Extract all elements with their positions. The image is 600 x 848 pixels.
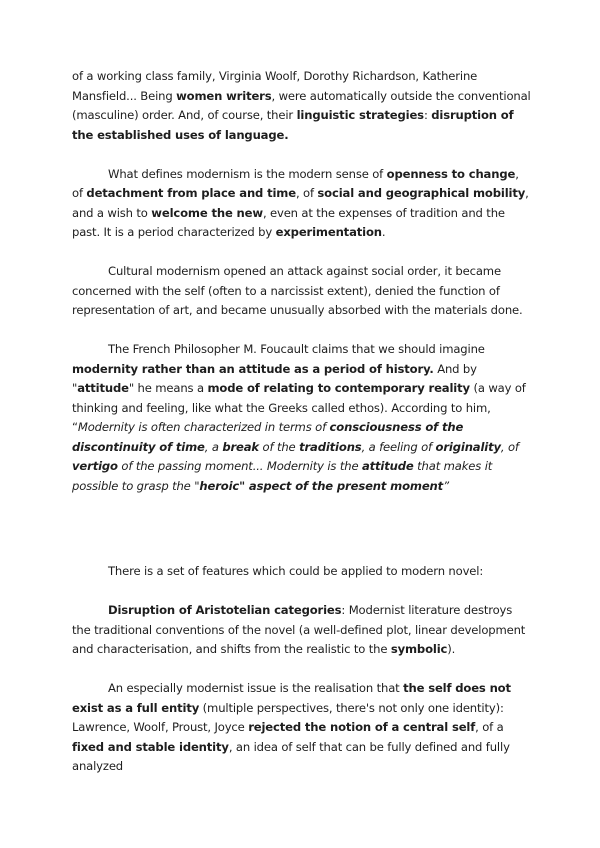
text-run: What defines modernism is the modern sense of — [108, 166, 387, 181]
text-run: , of — [72, 166, 519, 200]
italic-text-run: ” — [443, 478, 449, 493]
bold-text-run: heroic" aspect of the present moment — [199, 478, 444, 493]
bold-text-run: modernity rather than an attitude as a period of history. — [72, 361, 434, 376]
bold-text-run: Disruption of Aristotelian categories — [108, 603, 342, 617]
paragraph-gap — [72, 321, 532, 341]
text-run: , of — [295, 186, 318, 200]
paragraph-modernism-definition — [72, 165, 532, 243]
bold-text-run: attitude — [77, 381, 129, 395]
text-run: of a working class family, Virginia Woolf, Dorothy Richardson, Katherine Mansfield... Being — [72, 69, 478, 103]
text-run: And by " — [72, 361, 477, 395]
text-run: , an idea of self that can be fully defined and fully analyzed — [72, 739, 510, 773]
bold-text-run: break — [222, 439, 259, 454]
paragraph-cultural-modernism — [72, 262, 532, 321]
italic-text-run: , a — [204, 439, 223, 454]
italic-text-run: of the passing moment... Modernity is the — [117, 459, 362, 473]
bold-text-run: linguistic strategies — [296, 108, 424, 122]
text-run: (a way of thinking and feeling, like what the Greeks called ethos). According to him, “ — [72, 381, 526, 434]
text-run: , and a wish to — [72, 186, 529, 220]
bold-text-run: welcome the new — [151, 205, 263, 220]
bold-text-run: openness to change — [386, 166, 516, 181]
paragraph-gap — [72, 145, 532, 165]
bold-text-run: the self does not exist as a full entity — [72, 681, 511, 715]
paragraph-self-identity — [72, 679, 532, 777]
bold-text-run: consciousness of the discontinuity of time — [72, 420, 464, 454]
text-run: ). — [447, 642, 456, 656]
italic-text-run: , a feeling of — [361, 439, 436, 454]
italic-text-run: , of — [500, 439, 519, 454]
text-run: : Modernist literature destroys the traditional conventions of the novel (a well-defined plot, linear development and characterisation, and shifts from the realistic to the — [72, 603, 526, 656]
paragraph-foucault — [72, 340, 532, 496]
paragraph-features-intro — [72, 562, 532, 582]
paragraph-aristotelian-categories — [72, 601, 532, 660]
paragraph-women-writers — [72, 67, 532, 145]
bold-text-run: traditions — [299, 439, 362, 454]
bold-text-run: mode of relating to contemporary reality — [207, 381, 470, 395]
text-run: There is a set of features which could be applied to modern novel: — [108, 564, 484, 578]
bold-text-run: vertigo — [72, 459, 118, 473]
bold-text-run: detachment from place and time — [86, 186, 296, 200]
text-run: An especially modernist issue is the realisation that — [108, 681, 404, 695]
bold-text-run: experimentation — [275, 225, 382, 239]
text-run: , were automatically outside the conventional (masculine) order. And, of course, their — [72, 88, 531, 122]
paragraph-gap — [72, 582, 532, 602]
paragraph-gap — [72, 243, 532, 263]
text-run: Cultural modernism opened an attack against social order, it became concerned with the self (often to a narcissist extent), denied the function of representation of art, and became unusually absorbed with the materials done. — [72, 264, 523, 317]
text-run: " he means a — [128, 381, 208, 395]
bold-text-run: rejected the notion of a central self — [248, 720, 476, 734]
italic-text-run: Modernity is often characterized in terms of — [77, 420, 330, 434]
paragraph-gap — [72, 660, 532, 680]
bold-text-run: disruption of the established uses of language. — [72, 108, 514, 142]
bold-text-run: social and geographical mobility — [317, 186, 526, 200]
bold-text-run: originality — [435, 439, 501, 454]
text-run: . — [381, 225, 386, 239]
bold-text-run: women writers — [176, 88, 272, 103]
text-run: : — [423, 108, 432, 122]
italic-text-run: that makes it possible to grasp the " — [72, 459, 493, 493]
text-run: The French Philosopher M. Foucault claims that we should imagine — [108, 342, 485, 356]
text-run: , even at the expenses of tradition and the past. It is a period characterized by — [72, 205, 505, 239]
text-run: , of a — [475, 720, 504, 734]
bold-text-run: attitude — [361, 459, 414, 473]
bold-text-run: fixed and stable identity — [72, 739, 229, 754]
italic-text-run: of the — [259, 439, 300, 454]
bold-text-run: symbolic — [390, 642, 448, 656]
text-run: (multiple perspectives, there's not only one identity): Lawrence, Woolf, Proust, Joyce — [72, 700, 504, 734]
section-gap — [72, 496, 532, 562]
